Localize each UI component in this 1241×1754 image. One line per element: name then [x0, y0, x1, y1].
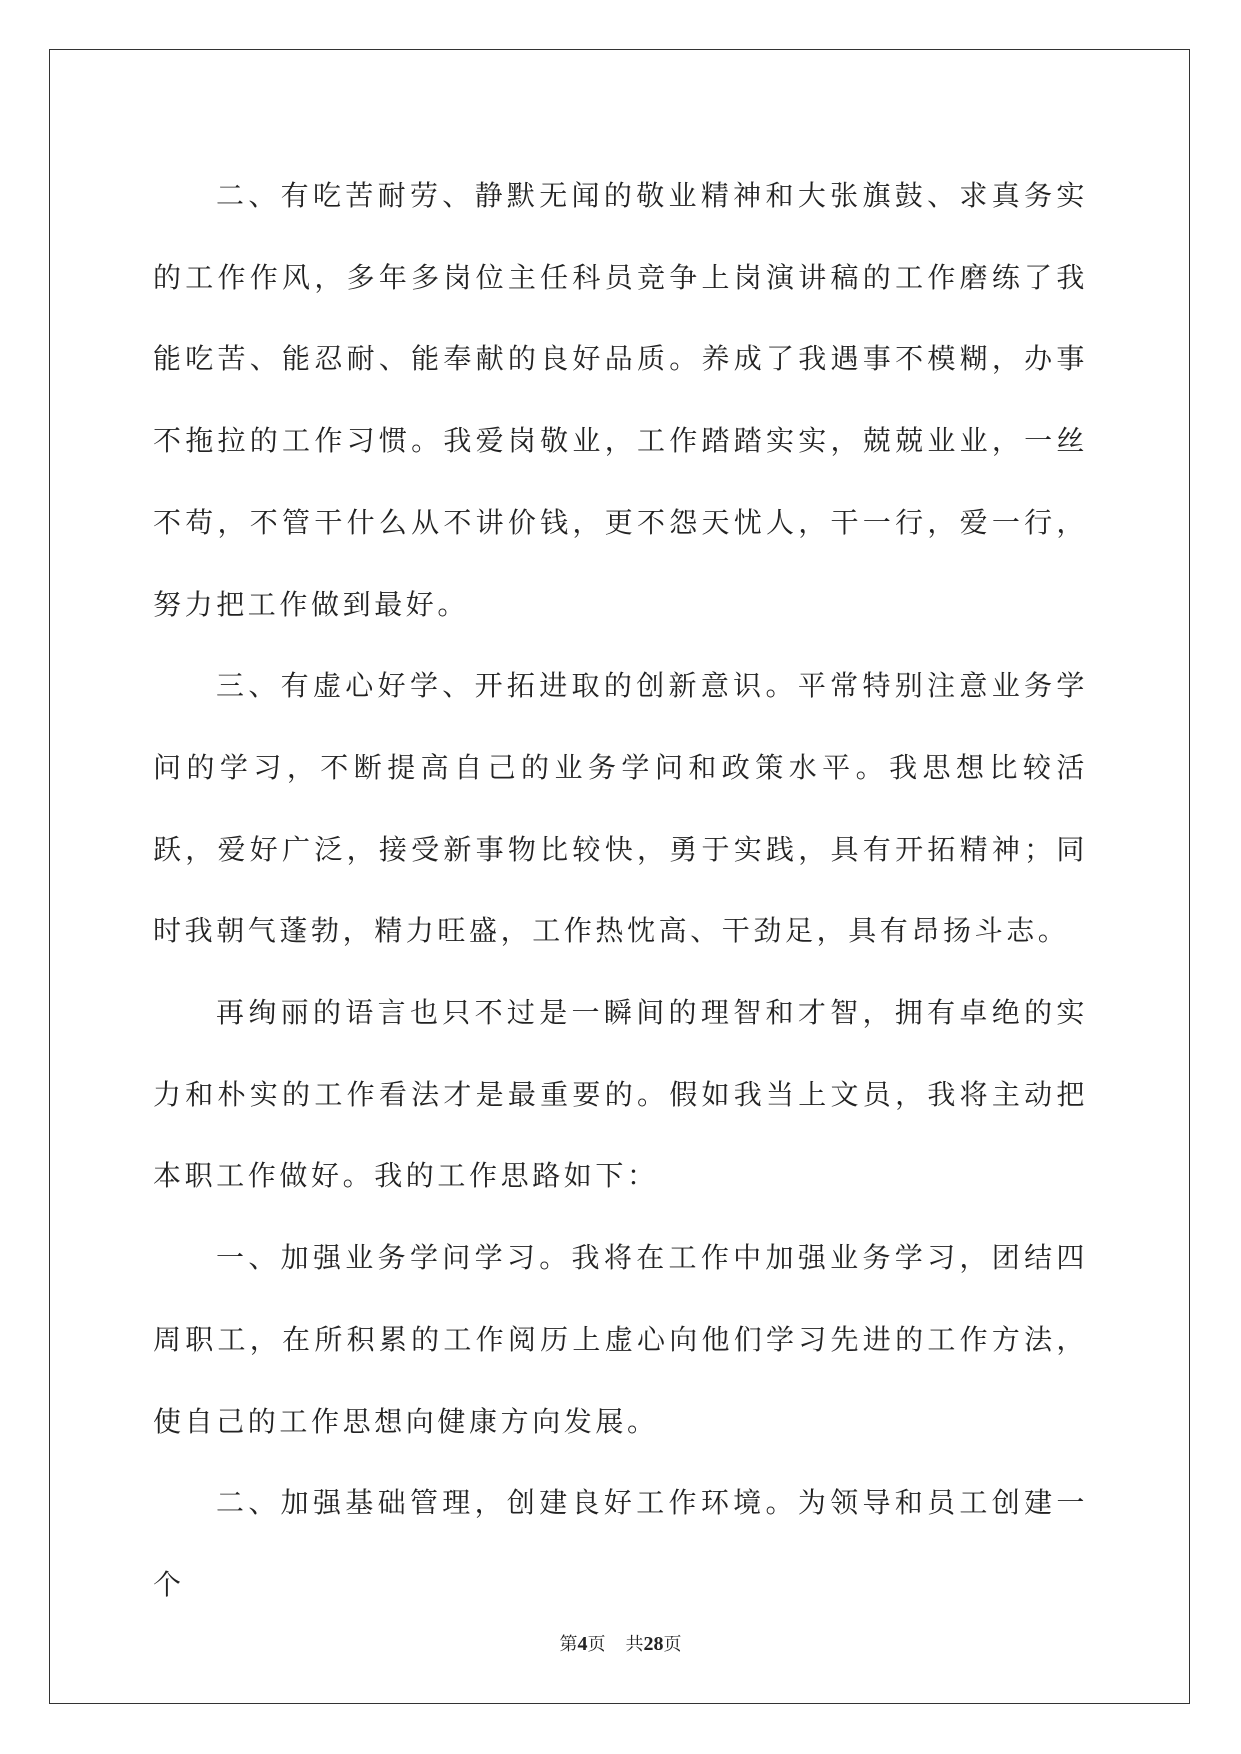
document-body — [153, 155, 1088, 1626]
page-number: 4 — [577, 1633, 588, 1655]
total-suffix: 页 — [663, 1634, 682, 1655]
paragraph-1: 二、有吃苦耐劳、静默无闻的敬业精神和大张旗鼓、求真务实的工作作风，多年多岗位主任科员竞争上岗演讲稿的工作磨练了我能吃苦、能忍耐、能奉献的良好品质。养成了我遇事不模糊，办事不拖拉的工作习惯。我爱岗敬业，工作踏踏实实，兢兢业业，一丝不苟，不管干什么从不讲价钱，更不怨天忧人，干一行，爱一行，努力把工作做到最好。 — [153, 179, 1088, 621]
total-prefix: 共 — [625, 1634, 644, 1655]
paragraph-3: 再绚丽的语言也只不过是一瞬间的理智和才智，拥有卓绝的实力和朴实的工作看法才是最重要的。假如我当上文员，我将主动把本职工作做好。我的工作思路如下： — [153, 996, 1088, 1193]
page-suffix: 页 — [587, 1634, 606, 1655]
paragraph-4: 一、加强业务学问学习。我将在工作中加强业务学习，团结四周职工，在所积累的工作阅历上虚心向他们学习先进的工作方法，使自己的工作思想向健康方向发展。 — [153, 1241, 1088, 1438]
paragraph-2: 三、有虚心好学、开拓进取的创新意识。平常特别注意业务学问的学习，不断提高自己的业务学问和政策水平。我思想比较活跃，爱好广泛，接受新事物比较快，勇于实践，具有开拓精神；同时我朝气蓬勃，精力旺盛，工作热忱高、干劲足，具有昂扬斗志。 — [153, 669, 1088, 948]
page-footer — [0, 1632, 1241, 1657]
paragraph-5: 二、加强基础管理，创建良好工作环境。为领导和员工创建一个 — [153, 1486, 1088, 1601]
page-prefix: 第 — [559, 1634, 578, 1655]
total-pages: 28 — [643, 1633, 664, 1655]
